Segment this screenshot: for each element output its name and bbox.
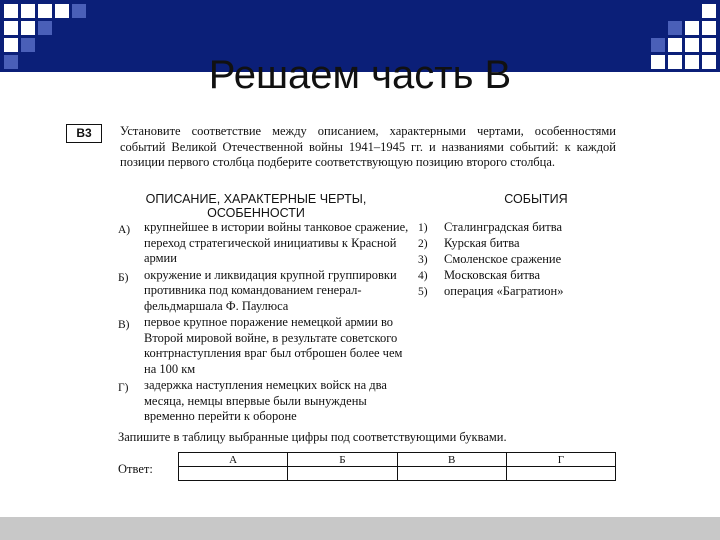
decor-square bbox=[55, 4, 69, 18]
description-item bbox=[118, 315, 414, 377]
descriptions-list bbox=[118, 220, 414, 426]
answer-input-row bbox=[179, 467, 616, 481]
description-text: окружение и ликвидация крупной группировки противника под командованием генерал-фельдмаршала Ф. Паулюса bbox=[144, 267, 397, 313]
decor-square bbox=[21, 21, 35, 35]
event-text: Сталинградская битва bbox=[444, 220, 562, 234]
decor-square bbox=[38, 4, 52, 18]
events-list bbox=[418, 220, 618, 300]
description-mark: Г) bbox=[118, 382, 129, 394]
answer-cell[interactable] bbox=[506, 467, 615, 481]
decor-square bbox=[21, 38, 35, 52]
event-text: Московская битва bbox=[444, 268, 541, 282]
description-text: первое крупное поражение немецкой армии во Второй мировой войне, в результате советского контрнаступления враг был отброшен более чем на 100 км bbox=[144, 315, 403, 376]
answer-cell[interactable] bbox=[397, 467, 506, 481]
description-mark: В) bbox=[118, 319, 130, 331]
decor-square bbox=[702, 21, 716, 35]
decor-square bbox=[685, 38, 699, 52]
event-number: 2) bbox=[418, 238, 428, 250]
description-mark: Б) bbox=[118, 271, 129, 284]
event-text: Курская битва bbox=[444, 236, 520, 250]
task-instruction: Установите соответствие между описанием, характерными чертами, особенностями событий Великой Отечественной войны 1941–1945 гг. и названиями событий: к каждой позиции первого столбца подберите соответствующую позицию второго столбца. bbox=[120, 124, 616, 169]
answer-cell[interactable] bbox=[179, 467, 288, 481]
decor-square bbox=[668, 21, 682, 35]
events-header: СОБЫТИЯ bbox=[504, 192, 568, 206]
description-item bbox=[118, 220, 414, 267]
decor-square bbox=[702, 38, 716, 52]
description-item bbox=[118, 378, 414, 425]
event-item bbox=[418, 268, 618, 284]
event-item bbox=[418, 220, 618, 236]
decor-square bbox=[4, 21, 18, 35]
answer-cell[interactable] bbox=[288, 467, 397, 481]
answer-column-header: В bbox=[397, 453, 506, 467]
decor-square bbox=[685, 21, 699, 35]
answer-column-header: Б bbox=[288, 453, 397, 467]
answer-label: Ответ: bbox=[118, 462, 153, 476]
slide-title: Решаем часть B bbox=[208, 53, 512, 97]
task-document bbox=[66, 120, 626, 492]
answer-table bbox=[178, 452, 616, 481]
answer-instruction: Запишите в таблицу выбранные цифры под соответствующими буквами. bbox=[118, 430, 507, 444]
decor-square bbox=[21, 4, 35, 18]
decor-square bbox=[702, 4, 716, 18]
decor-square bbox=[651, 38, 665, 52]
event-text: операция «Багратион» bbox=[444, 284, 564, 298]
answer-header-row bbox=[179, 453, 616, 467]
description-text: задержка наступления немецких войск на два месяца, немцы впервые были вынуждены временно перейти к обороне bbox=[144, 378, 387, 423]
decor-square bbox=[72, 4, 86, 18]
decor-square bbox=[38, 21, 52, 35]
description-item bbox=[118, 268, 414, 315]
answer-column-header: Г bbox=[506, 453, 615, 467]
decor-square bbox=[4, 38, 18, 52]
event-item bbox=[418, 252, 618, 268]
event-text: Смоленское сражение bbox=[444, 252, 562, 266]
decor-square bbox=[668, 38, 682, 52]
description-text: крупнейшее в истории войны танковое сражение, переход стратегической инициативы к Красной армии bbox=[144, 220, 409, 265]
event-number: 5) bbox=[418, 286, 428, 298]
decor-square bbox=[4, 4, 18, 18]
description-mark: А) bbox=[118, 224, 131, 236]
descriptions-header: ОПИСАНИЕ, ХАРАКТЕРНЫЕ ЧЕРТЫ, ОСОБЕННОСТИ bbox=[145, 192, 367, 220]
answer-column-header: А bbox=[179, 453, 288, 467]
task-code-badge: B3 bbox=[66, 124, 102, 143]
event-item bbox=[418, 284, 618, 300]
event-number: 3) bbox=[418, 254, 428, 266]
event-item bbox=[418, 236, 618, 252]
footer-band bbox=[0, 517, 720, 540]
event-number: 4) bbox=[418, 270, 428, 282]
event-number: 1) bbox=[418, 222, 428, 234]
